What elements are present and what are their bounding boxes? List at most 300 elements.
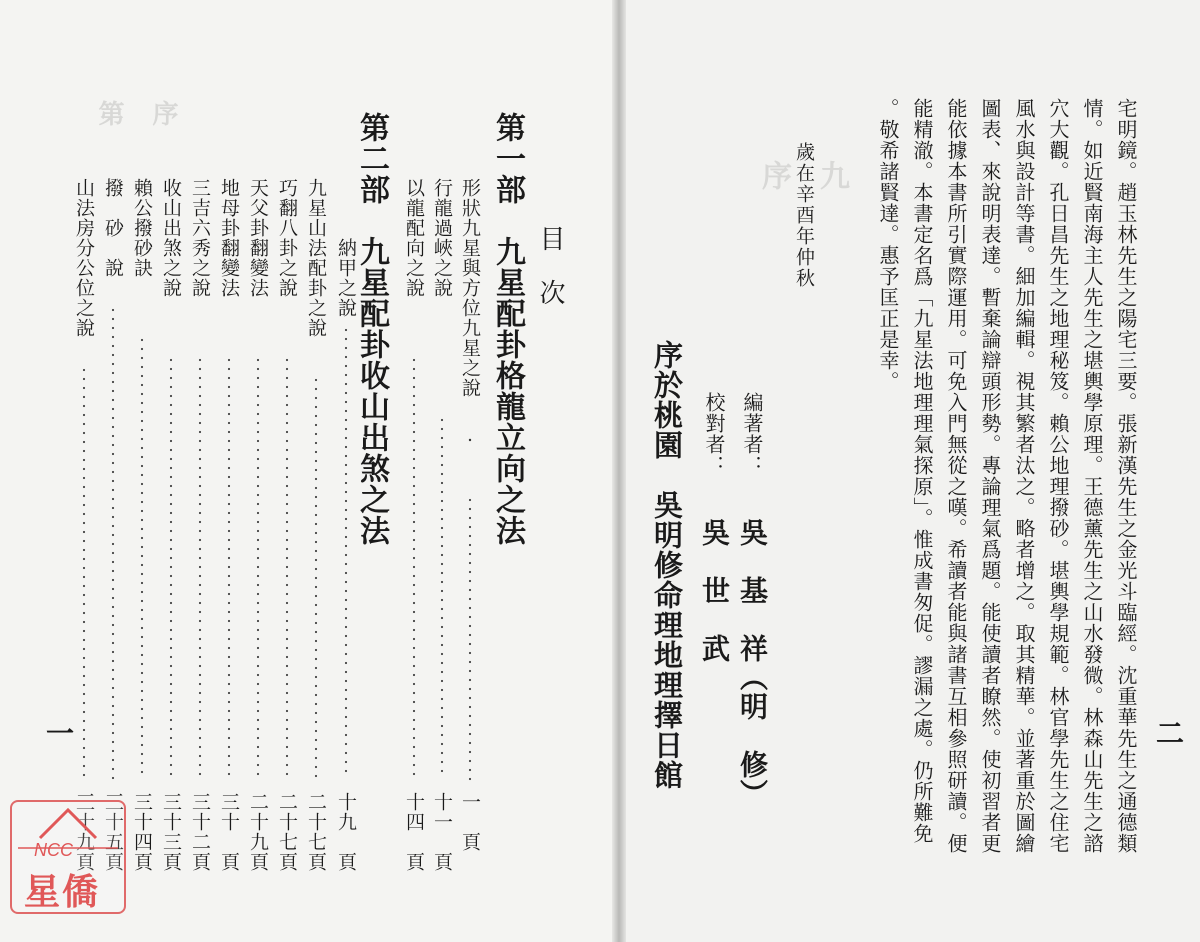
leader-dot <box>413 611 415 613</box>
leader-dot <box>315 514 317 516</box>
leader-dot <box>315 442 317 444</box>
leader-dot <box>141 573 143 575</box>
toc-page-ref: 二十九頁 <box>247 792 269 872</box>
leader-dot <box>170 584 172 586</box>
leader-dot <box>83 729 85 731</box>
leader-dot <box>141 501 143 503</box>
leader-dot <box>141 447 143 449</box>
leader-dot <box>286 539 288 541</box>
leader-dot <box>469 760 471 762</box>
leader-dot <box>83 459 85 461</box>
leader-dot <box>413 710 415 712</box>
leader-dot <box>170 359 172 361</box>
toc-entry-label: 納甲之說 <box>335 238 357 318</box>
leader-dot <box>83 558 85 560</box>
leader-dot <box>413 620 415 622</box>
leader-dot <box>469 580 471 582</box>
leader-dot <box>199 737 201 739</box>
leader-dot <box>469 679 471 681</box>
toc-page-ref: 三十五頁 <box>102 792 124 872</box>
leader-dot <box>345 563 347 565</box>
leader-dot <box>286 395 288 397</box>
part1-heading: 第一部 九星配卦格龍立向之法 <box>490 112 525 546</box>
leader-dot <box>286 620 288 622</box>
leader-dot <box>170 683 172 685</box>
leader-dot <box>83 765 85 767</box>
toc-entry-label: 三吉六秀之說 <box>189 178 211 298</box>
toc-page-ref: 二十七頁 <box>305 792 327 872</box>
leader-dot <box>469 724 471 726</box>
preface-line: 穴大觀。孔日昌先生之地理秘笈。賴公地理撥砂。堪輿學規範。林官學先生之住宅 <box>1046 98 1070 854</box>
toc-page-ref: 十四 頁 <box>403 792 425 872</box>
leader-dot <box>315 388 317 390</box>
leader-dot <box>315 766 317 768</box>
leader-dot <box>112 723 114 725</box>
leader-dot <box>286 584 288 586</box>
leader-dot <box>141 654 143 656</box>
leader-dot <box>441 698 443 700</box>
leader-dot <box>112 417 114 419</box>
leader-dot <box>257 503 259 505</box>
leader-dot <box>141 510 143 512</box>
preface-line: 情。如近賢南海主人先生之堪輿學原理。王德薰先生之山水發微。林森山先生之諮 <box>1080 98 1104 854</box>
leader-dot <box>345 455 347 457</box>
leader-dot <box>112 561 114 563</box>
leader-dot <box>345 599 347 601</box>
leader-dot <box>315 469 317 471</box>
leader-dot <box>315 685 317 687</box>
leader-dot <box>83 738 85 740</box>
leader-dot <box>141 528 143 530</box>
leader-dot <box>228 539 230 541</box>
leader-dot <box>345 482 347 484</box>
leader-dot <box>441 599 443 601</box>
leader-dot <box>441 617 443 619</box>
leader-dot <box>170 377 172 379</box>
leader-dot <box>112 381 114 383</box>
leader-dot <box>286 611 288 613</box>
leader-dot <box>413 764 415 766</box>
leader-dot <box>345 527 347 529</box>
leader-dot <box>413 557 415 559</box>
leader-dot <box>228 548 230 550</box>
leader-dot <box>286 683 288 685</box>
toc-entry-label: 巧翻八卦之說 <box>276 178 298 298</box>
leader-dot <box>345 761 347 763</box>
leader-dot <box>83 423 85 425</box>
leader-dot <box>141 438 143 440</box>
leader-dot <box>170 440 172 442</box>
leader-dot <box>441 500 443 502</box>
leader-dot <box>441 707 443 709</box>
leader-dot <box>315 631 317 633</box>
toc-page-ref: 一 頁 <box>459 792 481 852</box>
leader-dot <box>112 759 114 761</box>
leader-dot <box>199 755 201 757</box>
leader-dot <box>199 602 201 604</box>
leader-dot <box>83 486 85 488</box>
leader-dot <box>286 629 288 631</box>
leader-dot <box>83 414 85 416</box>
leader-dot <box>413 746 415 748</box>
leader-dot <box>441 662 443 664</box>
leader-dot <box>413 656 415 658</box>
leader-dot <box>170 764 172 766</box>
leader-dot <box>441 491 443 493</box>
preface-date: 歲在辛酉年仲秋 <box>793 142 815 289</box>
leader-dot <box>469 589 471 591</box>
leader-dot <box>413 773 415 775</box>
leader-dot <box>441 626 443 628</box>
leader-dot <box>441 716 443 718</box>
leader-dot <box>170 494 172 496</box>
leader-dot <box>199 404 201 406</box>
leader-dot <box>286 701 288 703</box>
leader-dot <box>345 716 347 718</box>
leader-dot <box>199 476 201 478</box>
leader-dot <box>345 644 347 646</box>
leader-dot <box>112 534 114 536</box>
leader-dot <box>413 719 415 721</box>
leader-dot <box>413 728 415 730</box>
leader-dot <box>112 714 114 716</box>
leader-dot <box>170 503 172 505</box>
leader-dot <box>228 773 230 775</box>
leader-dot <box>112 489 114 491</box>
leader-dot <box>228 557 230 559</box>
leader-dot <box>83 468 85 470</box>
leader-dot <box>345 383 347 385</box>
leader-dot <box>315 415 317 417</box>
leader-dot <box>170 701 172 703</box>
leader-dot <box>286 503 288 505</box>
leader-dot <box>257 521 259 523</box>
leader-dot <box>315 775 317 777</box>
leader-dot <box>315 595 317 597</box>
leader-dot <box>286 746 288 748</box>
leader-dot <box>228 665 230 667</box>
leader-dot <box>141 420 143 422</box>
leader-dot <box>286 449 288 451</box>
leader-dot <box>345 770 347 772</box>
leader-dot <box>257 584 259 586</box>
leader-dot <box>170 404 172 406</box>
leader-dot <box>199 395 201 397</box>
leader-dot <box>257 458 259 460</box>
toc-page-ref: 三十二頁 <box>189 792 211 872</box>
leader-dot <box>345 401 347 403</box>
leader-dot <box>170 665 172 667</box>
leader-dot <box>83 378 85 380</box>
leader-dot <box>199 647 201 649</box>
leader-dot <box>441 653 443 655</box>
leader-dot <box>257 557 259 559</box>
leader-dot <box>345 392 347 394</box>
leader-dot <box>315 451 317 453</box>
leader-dot <box>345 473 347 475</box>
leader-dot <box>257 467 259 469</box>
leader-dot <box>413 368 415 370</box>
leader-dot <box>228 566 230 568</box>
leader-dot <box>199 359 201 361</box>
toc-page-ref: 十九 頁 <box>335 792 357 872</box>
leader-dot <box>83 630 85 632</box>
leader-dot <box>228 602 230 604</box>
leader-dot <box>228 404 230 406</box>
leader-dot <box>469 643 471 645</box>
leader-dot <box>141 546 143 548</box>
leader-dot <box>257 440 259 442</box>
leader-dot <box>141 726 143 728</box>
leader-dot <box>413 404 415 406</box>
leader-dot <box>413 449 415 451</box>
leader-dot <box>315 487 317 489</box>
leader-dot <box>413 503 415 505</box>
leader-dot <box>257 530 259 532</box>
leader-dot <box>345 662 347 664</box>
leader-dot <box>315 604 317 606</box>
leader-dot <box>257 359 259 361</box>
leader-dot <box>112 507 114 509</box>
leader-dot <box>112 354 114 356</box>
leader-dot <box>228 647 230 649</box>
leader-dot <box>228 512 230 514</box>
leader-dot <box>228 710 230 712</box>
leader-dot <box>170 692 172 694</box>
toc-entry-label: 賴公撥砂訣 <box>131 178 153 278</box>
left-page-number: 一 <box>46 717 75 750</box>
book-gutter <box>612 0 626 942</box>
leader-dot <box>170 593 172 595</box>
leader-dot <box>141 672 143 674</box>
leader-dot <box>228 395 230 397</box>
leader-dot <box>469 751 471 753</box>
leader-dot <box>257 512 259 514</box>
leader-dot <box>228 755 230 757</box>
leader-dot <box>315 622 317 624</box>
leader-dot <box>141 474 143 476</box>
leader-dot <box>112 462 114 464</box>
leader-dot <box>199 629 201 631</box>
leader-dot <box>345 743 347 745</box>
leader-dot <box>83 774 85 776</box>
leader-dot <box>199 386 201 388</box>
leader-dot <box>345 500 347 502</box>
part2-heading: 第二部 九星配卦收山出煞之法 <box>354 112 389 546</box>
leader-dot <box>257 449 259 451</box>
bleed-through-ghost: 九 <box>814 160 849 190</box>
leader-dot <box>112 705 114 707</box>
leader-dot <box>315 505 317 507</box>
leader-dot <box>257 602 259 604</box>
leader-dot <box>286 593 288 595</box>
leader-dot <box>413 494 415 496</box>
leader-dot <box>469 607 471 609</box>
leader-dot <box>413 692 415 694</box>
leader-dot <box>315 667 317 669</box>
leader-dot <box>257 566 259 568</box>
leader-dot <box>413 467 415 469</box>
leader-dot <box>441 752 443 754</box>
leader-dot <box>441 563 443 565</box>
leader-dot <box>141 411 143 413</box>
leader-dot <box>345 428 347 430</box>
leader-dot <box>141 537 143 539</box>
leader-dot <box>199 656 201 658</box>
leader-dot <box>257 647 259 649</box>
leader-dot <box>257 620 259 622</box>
leader-dot <box>199 521 201 523</box>
leader-dot <box>228 476 230 478</box>
leader-dot <box>170 746 172 748</box>
proofreader-label: 校對者： <box>702 392 726 476</box>
leader-dot <box>83 657 85 659</box>
toc-page-ref: 十一 頁 <box>431 792 453 872</box>
toc-entry-label: 山法房分公位之說 <box>73 178 95 338</box>
leader-dot <box>413 395 415 397</box>
leader-dot <box>170 602 172 604</box>
leader-dot <box>257 593 259 595</box>
leader-dot <box>286 512 288 514</box>
leader-dot <box>228 746 230 748</box>
leader-dot <box>228 629 230 631</box>
author-label: 編著者： <box>740 392 764 476</box>
leader-dot <box>441 689 443 691</box>
leader-dot <box>170 575 172 577</box>
leader-dot <box>83 396 85 398</box>
leader-dot <box>286 458 288 460</box>
leader-dots <box>83 309 471 780</box>
preface-signoff: 序於桃園 吳明修命理地理擇日館 <box>650 340 684 790</box>
leader-dot <box>257 728 259 730</box>
bleed-through-ghost: 第 <box>94 100 124 126</box>
leader-dot <box>83 531 85 533</box>
leader-dot <box>141 645 143 647</box>
leader-dot <box>141 357 143 359</box>
leader-dot <box>257 494 259 496</box>
leader-dot <box>83 756 85 758</box>
leader-dot <box>315 379 317 381</box>
leader-dot <box>112 498 114 500</box>
leader-dot <box>413 512 415 514</box>
leader-dot <box>112 444 114 446</box>
toc-entry-label: 撥 砂 說 <box>102 178 124 278</box>
leader-dot <box>228 728 230 730</box>
leader-dot <box>170 548 172 550</box>
leader-dot <box>345 356 347 358</box>
leader-dot <box>345 635 347 637</box>
leader-dot <box>228 674 230 676</box>
leader-dot <box>469 706 471 708</box>
leader-dot <box>345 464 347 466</box>
leader-dot <box>112 597 114 599</box>
leader-dot <box>141 339 143 341</box>
leader-dot <box>170 530 172 532</box>
leader-dot <box>199 539 201 541</box>
leader-dot <box>83 648 85 650</box>
leader-dot <box>257 701 259 703</box>
leader-dot <box>83 441 85 443</box>
leader-dot <box>257 413 259 415</box>
leader-dot <box>141 627 143 629</box>
leader-dot <box>112 588 114 590</box>
leader-dot <box>469 688 471 690</box>
leader-dot <box>286 710 288 712</box>
leader-dot <box>228 422 230 424</box>
leader-dot <box>141 600 143 602</box>
leader-dot <box>112 390 114 392</box>
toc-entry-label: 行龍過峽之說 <box>431 178 453 298</box>
leader-dot <box>83 477 85 479</box>
leader-dot <box>345 617 347 619</box>
leader-dot <box>315 658 317 660</box>
leader-dot <box>83 450 85 452</box>
leader-dot <box>112 336 114 338</box>
leader-dot <box>441 572 443 574</box>
leader-dot <box>469 508 471 510</box>
leader-dot <box>141 402 143 404</box>
leader-dot <box>141 636 143 638</box>
leader-dot <box>141 699 143 701</box>
leader-dot <box>345 626 347 628</box>
leader-dot <box>441 455 443 457</box>
leader-dot <box>83 747 85 749</box>
leader-dot <box>141 618 143 620</box>
leader-dot <box>141 681 143 683</box>
leader-dot <box>199 701 201 703</box>
leader-dot <box>141 771 143 773</box>
leader-dot <box>112 570 114 572</box>
leader-dot <box>83 666 85 668</box>
leader-dot <box>257 674 259 676</box>
leader-dot <box>199 377 201 379</box>
leader-dot <box>112 678 114 680</box>
leader-dot <box>83 567 85 569</box>
leader-dot <box>441 590 443 592</box>
leader-dot <box>286 359 288 361</box>
bleed-through-ghost: 序 <box>756 160 791 190</box>
leader-dot <box>141 735 143 737</box>
leader-dot <box>413 386 415 388</box>
leader-dot <box>286 719 288 721</box>
leader-dot <box>286 386 288 388</box>
leader-dot <box>413 638 415 640</box>
leader-dot <box>345 698 347 700</box>
leader-dot <box>141 375 143 377</box>
leader-dot <box>441 473 443 475</box>
leader-dot <box>286 557 288 559</box>
leader-dot <box>345 653 347 655</box>
watermark-stamp <box>10 800 126 914</box>
leader-dot <box>469 715 471 717</box>
leader-dot <box>83 522 85 524</box>
leader-dot <box>413 566 415 568</box>
leader-dot <box>345 509 347 511</box>
leader-dot <box>441 545 443 547</box>
leader-dot <box>228 377 230 379</box>
leader-dot <box>315 748 317 750</box>
leader-dot <box>170 422 172 424</box>
leader-dot <box>199 719 201 721</box>
leader-dot <box>199 449 201 451</box>
leader-dot <box>413 377 415 379</box>
leader-dot <box>469 634 471 636</box>
leader-dot <box>469 598 471 600</box>
leader-dot <box>112 660 114 662</box>
leader-dot <box>286 656 288 658</box>
leader-dot <box>83 585 85 587</box>
leader-dot <box>286 368 288 370</box>
